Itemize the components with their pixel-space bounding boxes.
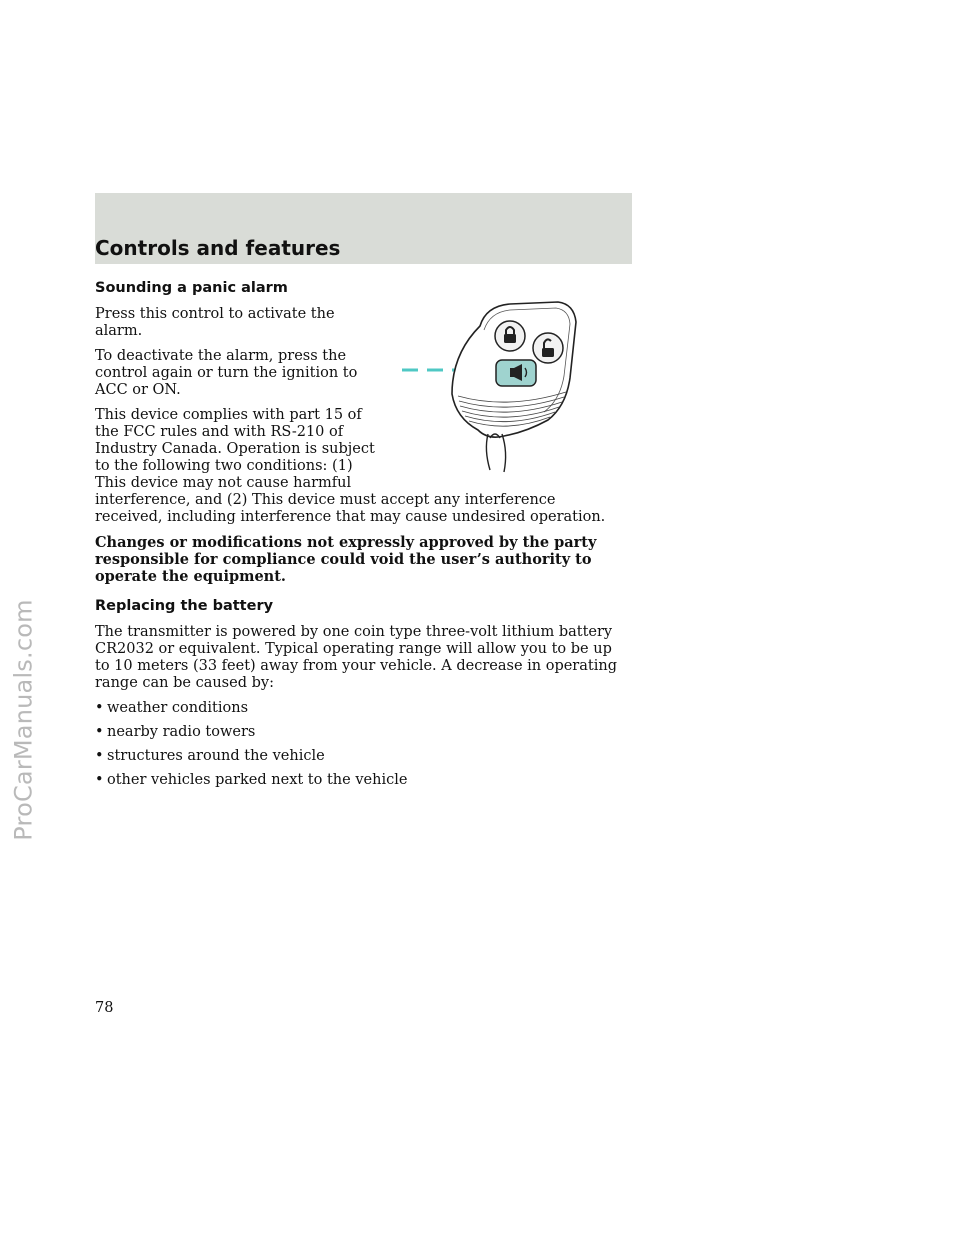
list-item-text: structures around the vehicle: [107, 748, 325, 764]
paragraph-deactivate: To deactivate the alarm, press the control again or turn the ignition to ACC or ON.: [95, 348, 358, 398]
list-item-text: nearby radio towers: [107, 724, 256, 740]
heading-panic-alarm: Sounding a panic alarm: [95, 280, 288, 296]
list-item: [95, 748, 635, 765]
watermark-text: ProCarManuals.com: [10, 599, 39, 841]
bullet-glyph: •: [95, 724, 104, 740]
paragraph-activate: Press this control to activate the alarm.: [95, 306, 335, 339]
bullet-glyph: •: [95, 748, 104, 764]
fcc-text: This device complies with part 15 of the FCC rules and with RS-210 of Industry Canada. Operation is subject to the following two conditions: (1) This device may not cause harmful interference, and (2) This device must accept any interference received, including interference that may cause undesired operation.: [95, 407, 606, 525]
paragraph-battery: The transmitter is powered by one coin type three-volt lithium battery CR2032 or equivalent. Typical operating range will allow you to be up to 10 meters (33 feet) away from your vehicle. A decrease in operating range can be caused by:: [95, 624, 617, 691]
list-item: [95, 700, 635, 717]
list-item-text: other vehicles parked next to the vehicle: [107, 772, 408, 788]
list-item: [95, 724, 635, 741]
section-header: [95, 193, 632, 264]
page-number: 78: [95, 1000, 114, 1016]
paragraph-fcc: [95, 407, 620, 526]
warning-paragraph: Changes or modifications not expressly approved by the party responsible for compliance could void the user’s authority to operate the equipment.: [95, 534, 597, 585]
watermark: [4, 460, 44, 980]
heading-replace-battery: Replacing the battery: [95, 598, 274, 614]
page-content: [95, 279, 635, 796]
illustration-wrap-spacer: [380, 407, 620, 492]
list-item: [95, 772, 635, 789]
list-item-text: weather conditions: [107, 700, 249, 716]
bullet-glyph: •: [95, 772, 104, 788]
bullet-glyph: •: [95, 700, 104, 716]
operating-range-list: [95, 700, 635, 789]
section-title: Controls and features: [95, 236, 341, 260]
